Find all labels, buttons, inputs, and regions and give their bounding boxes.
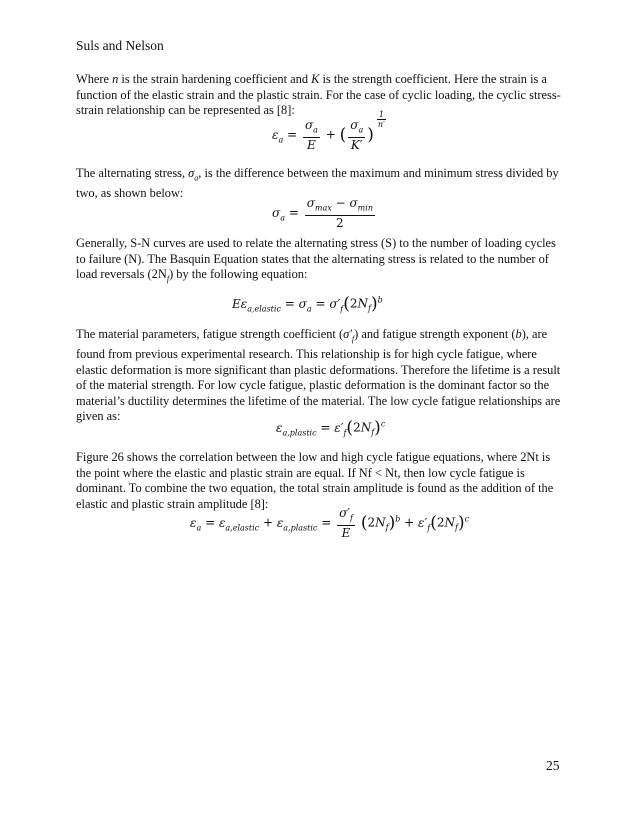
paragraph-basquin [76, 236, 566, 287]
page-number: 25 [546, 758, 560, 773]
equation-basquin: $E\varepsilon_{a,elastic} = \sigma_a = \sigma'_f(2N_f)^b$ [232, 294, 383, 314]
subscript-f: f [166, 274, 170, 284]
text-span: ) and fatigue strength exponent ( [354, 327, 516, 341]
text-span: is the strain hardening coefficient and [118, 72, 312, 86]
paragraph-strain-hardening [76, 72, 566, 119]
text-span: Generally, S-N curves are used to relate the alternating stress (S) to the number of loading cycles to failure (N). The Basquin Equation states that the alternating stress is related to the number of load reversals (2N [76, 236, 556, 282]
running-header: Suls and Nelson [76, 38, 164, 53]
text-span: Where [76, 72, 113, 86]
text-span: The alternating stress, [76, 166, 189, 180]
symbol-sigma-prime-f: $\sigma'_f$ [343, 327, 355, 344]
symbol-sigma-a: $\sigma_a$ [188, 166, 199, 183]
variable-b: b [515, 327, 522, 341]
variable-k: K [311, 72, 320, 86]
text-span: , is the difference between the maximum and minimum stress divided by two, as shown below: [76, 166, 559, 201]
equation-total-strain: $\varepsilon_a = \varepsilon_{a,elastic} + \varepsilon_{a,plastic}$ = $\frac{\sigma'_f}{E}$ $(2N_f)^b + \varepsilon'_f(2N_f)^c$ [190, 506, 470, 541]
variable-n: n [112, 72, 119, 86]
paragraph-material-parameters [76, 327, 566, 425]
equation-alternating-stress: $\sigma_a$ = $\frac{\sigma_{max} - \sigma_{min}}{2}$ [272, 196, 373, 231]
text-span: The material parameters, fatigue strength coefficient ( [76, 327, 344, 341]
equation-low-cycle: $\varepsilon_{a,plastic} = \varepsilon'_f(2N_f)^c$ [276, 418, 386, 438]
equation-cyclic-stress-strain: $\varepsilon_a$ = $\frac{\sigma_a}{E}$ + ( $\frac{\sigma_a}{K'}$ ) $^{\frac{1}{n'}}$ [272, 110, 385, 153]
text-span: ), are found from previous experimental research. This relationship is for high cycle fatigue, where elastic deformation is more significant than plastic deformations. Therefore the lifetime is a result of the material strength. For low cycle fatigue, plastic deformation is the dominant factor so the material’s ductility determines the lifetime of the material. The low cycle fatigue relationships are given as: [76, 327, 561, 424]
text-span: ) by the following equation: [169, 267, 308, 282]
text-span: is the strength coefficient. Here the strain is a function of the elastic strain and the plastic strain. For the case of cyclic loading, the cyclic stress-strain relationship can be represented as [8]: [76, 72, 561, 118]
paragraph-figure-26: Figure 26 shows the correlation between the low and high cycle fatigue equations, where 2Nt is the point where the elastic and plastic strain are equal. If Nf < Nt, then low cycle fatigue is dominant. To combine the two equation, the total strain amplitude is found as the addition of the elastic and plastic strain amplitude [8]: [76, 450, 554, 511]
